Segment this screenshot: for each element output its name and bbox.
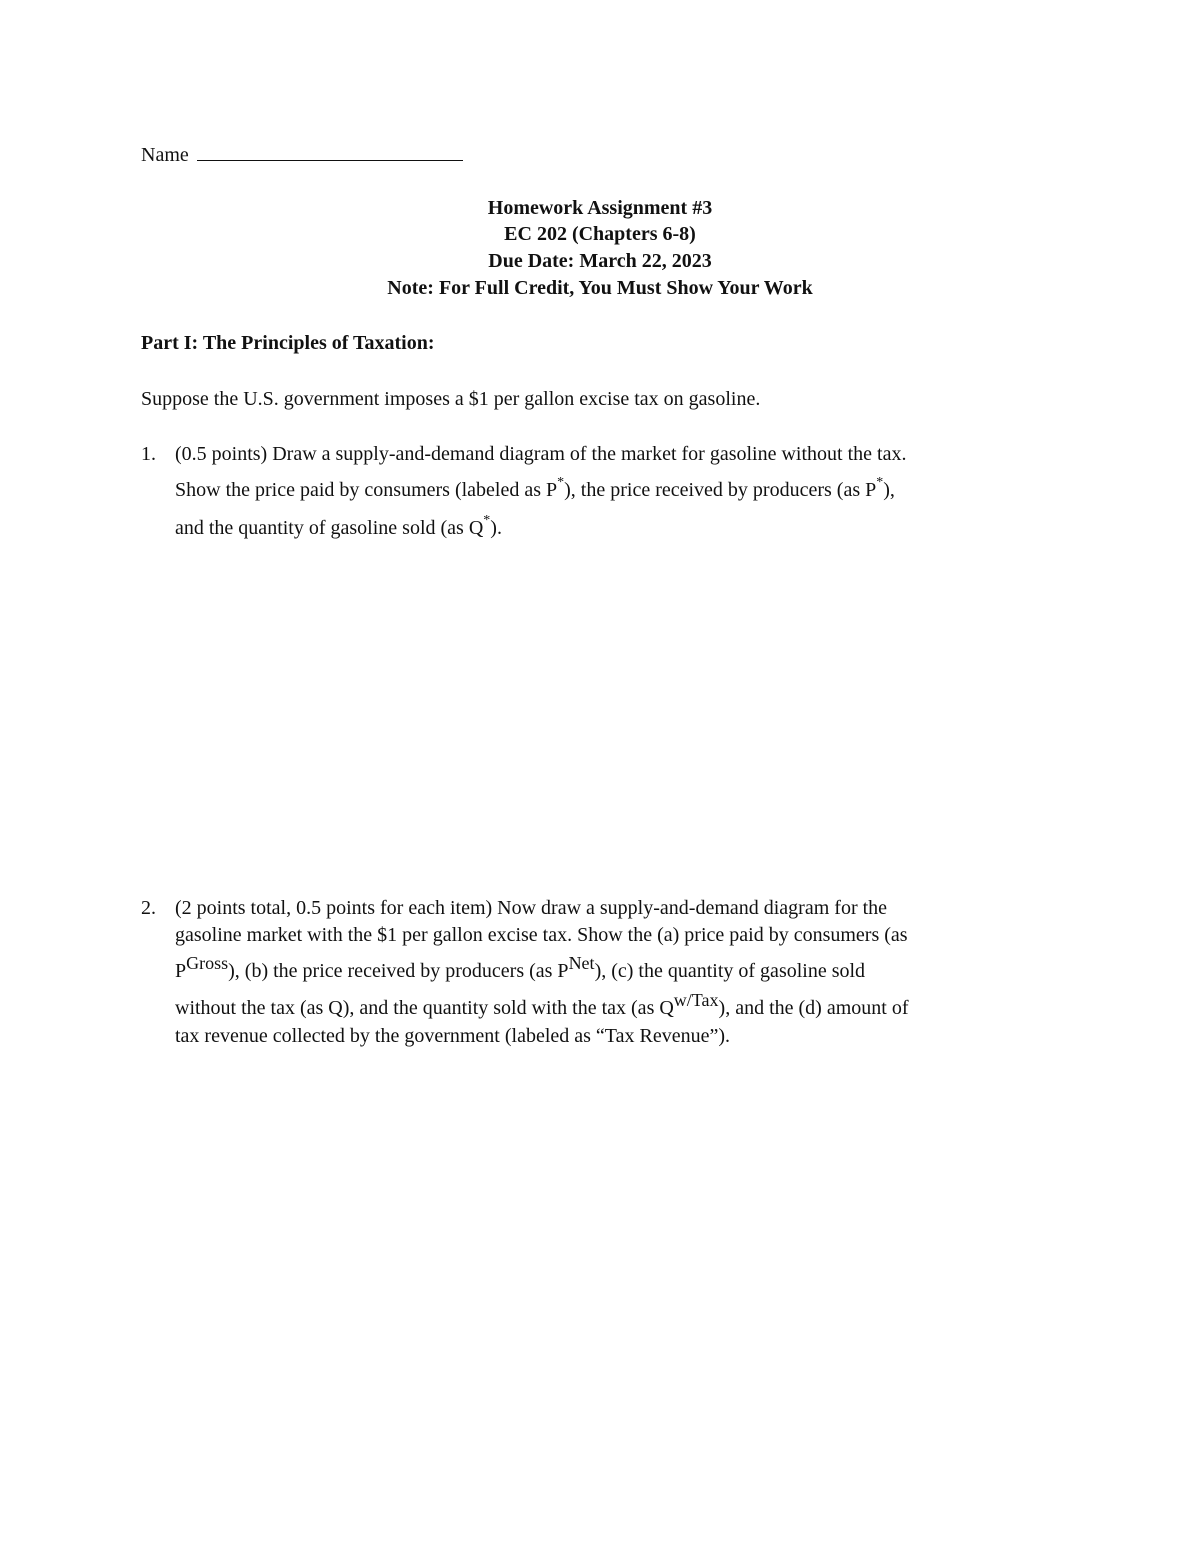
name-blank-line[interactable] [197,142,463,161]
credit-note: Note: For Full Credit, You Must Show Your Work [387,277,813,299]
question-2-number: 2. [141,897,156,919]
q2-line4-text-b: ), and the (d) amount of [718,997,909,1019]
name-label: Name [141,144,189,166]
q1-pstar-superscript: * [557,475,565,490]
question-1-line-1: (0.5 points) Draw a supply-and-demand diagram of the market for gasoline without the tax. [175,443,907,465]
q2-net-superscript: Net [568,953,595,973]
q2-line3-text-c: ), (c) the quantity of gasoline sold [594,960,866,982]
q2-line3-text-b: ), (b) the price received by producers (as P [228,960,569,982]
name-field [141,142,463,167]
q2-gross-superscript: Gross [186,953,229,973]
q2-line3-text-a: P [175,960,187,982]
q1-line2-text-a: Show the price paid by consumers (labeled as P [175,479,558,501]
question-2-line-5: tax revenue collected by the government (labeled as “Tax Revenue”). [175,1025,731,1047]
due-date: Due Date: March 22, 2023 [488,250,712,272]
question-2-line-2: gasoline market with the $1 per gallon excise tax. Show the (a) price paid by consumers (as [175,924,908,946]
q1-pstar-superscript-2: * [876,475,884,490]
q2-line4-text-a: without the tax (as Q), and the quantity sold with the tax (as Q [175,997,674,1019]
q1-line2-text-b: ), the price received by producers (as P [564,479,877,501]
question-1-line-2 [175,475,895,502]
q1-line3-text-b: ). [490,517,502,539]
q2-wtax-superscript: w/Tax [673,990,719,1010]
question-2-line-1: (2 points total, 0.5 points for each item) Now draw a supply-and-demand diagram for the [175,897,888,919]
question-1-number: 1. [141,443,156,465]
q1-line3-text-a: and the quantity of gasoline sold (as Q [175,517,484,539]
question-1-line-3 [175,513,502,540]
course-title: EC 202 (Chapters 6-8) [504,223,696,245]
part1-intro: Suppose the U.S. government imposes a $1 per gallon excise tax on gasoline. [141,388,761,410]
q1-line2-text-c: ), [883,479,895,501]
assignment-title: Homework Assignment #3 [487,197,713,219]
part1-title: Part I: The Principles of Taxation: [141,332,435,354]
question-2-line-4 [175,990,909,1020]
q1-qstar-superscript: * [483,513,491,528]
question-2-line-3 [175,953,866,983]
